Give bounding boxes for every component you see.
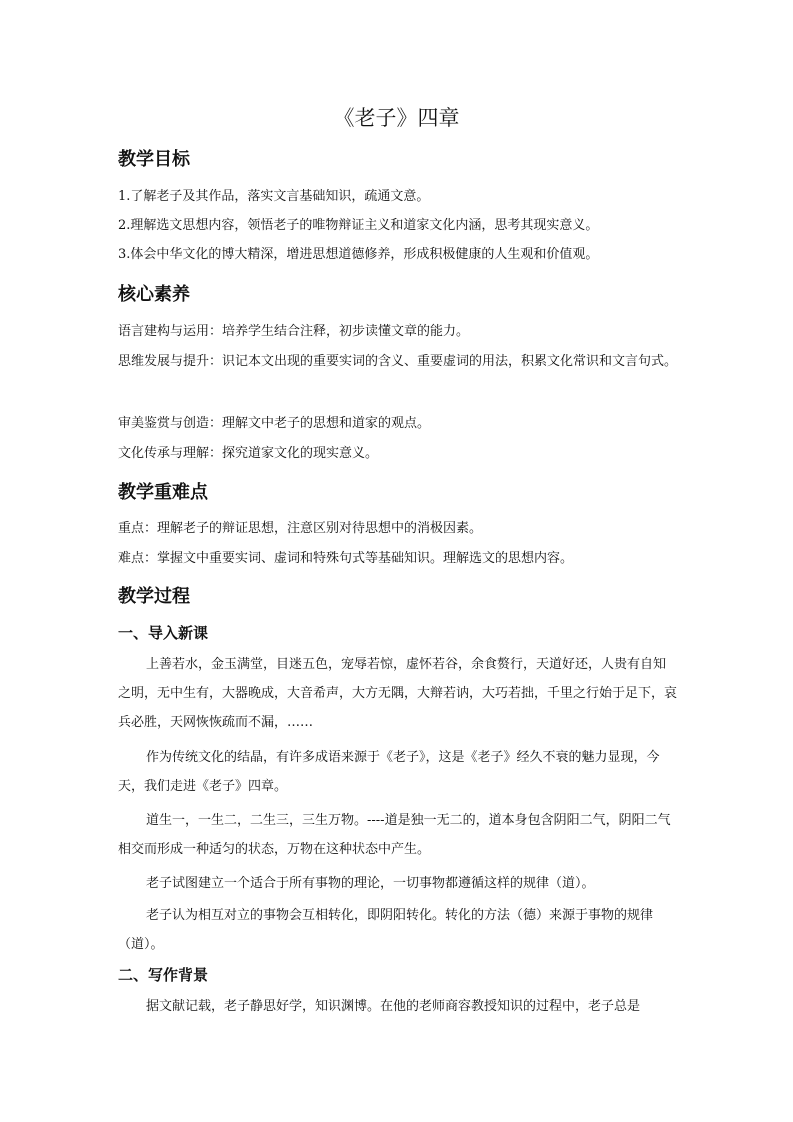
core-item-4: 文化传承与理解：探究道家文化的现实意义。 xyxy=(118,446,379,461)
intro-paragraph-2: 作为传统文化的结晶，有许多成语来源于《老子》，这是《老子》经久不衰的魅力显现，今天，我们走进《老子》四章。 xyxy=(118,750,660,794)
intro-paragraph-4: 老子试图建立一个适合于所有事物的理论，一切事物都遵循这样的规律（道）。 xyxy=(146,876,595,891)
core-item-1: 语言建构与运用：培养学生结合注释，初步读懂文章的能力。 xyxy=(118,324,470,339)
section-heading-core: 核心素养 xyxy=(118,284,190,305)
goal-item-2: 2.理解选文思想内容，领悟老子的唯物辩证主义和道家文化内涵，思考其现实意义。 xyxy=(118,218,599,233)
goal-item-3: 3.体会中华文化的博大精深，增进思想道德修养，形成积极健康的人生观和价值观。 xyxy=(118,247,599,262)
section-heading-goals: 教学目标 xyxy=(118,149,190,170)
intro-paragraph-3: 道生一，一生二，二生三，三生万物。----道是独一无二的，道本身包含阴阳二气，阴阳二气相交而形成一种适匀的状态，万物在这种状态中产生。 xyxy=(118,813,671,857)
intro-paragraph-5: 老子认为相互对立的事物会互相转化，即阴阳转化。转化的方法（德）来源于事物的规律（道）。 xyxy=(118,908,654,952)
goal-item-1: 1.了解老子及其作品，落实文言基础知识，疏通文意。 xyxy=(118,189,430,204)
document-title: 《老子》四章 xyxy=(333,106,460,130)
keypoint-item-2: 难点：掌握文中重要实词、虚词和特殊句式等基础知识。理解选文的思想内容。 xyxy=(118,551,574,566)
section-heading-keypoints: 教学重难点 xyxy=(118,482,208,503)
subsection-heading-intro: 一、导入新课 xyxy=(118,624,209,642)
core-item-3: 审美鉴赏与创造：理解文中老子的思想和道家的观点。 xyxy=(118,416,431,431)
section-heading-process: 教学过程 xyxy=(118,586,190,607)
intro-paragraph-1: 上善若水，金玉满堂，目迷五色，宠辱若惊，虚怀若谷，余食赘行，天道好还，人贵有自知之明，无中生有，大器晚成，大音希声，大方无隅，大辩若讷，大巧若拙，千里之行始于足下，哀兵必胜，天网恢恢疏而不漏，…… xyxy=(118,657,678,730)
background-paragraph-1: 据文献记载，老子静思好学，知识渊博。在他的老师商容教授知识的过程中，老子总是 xyxy=(146,999,641,1014)
core-item-2: 思维发展与提升：识记本文出现的重要实词的含义、重要虚词的用法，积累文化常识和文言句式。 xyxy=(118,354,678,369)
keypoint-item-1: 重点：理解老子的辩证思想，注意区别对待思想中的消极因素。 xyxy=(118,521,483,536)
subsection-heading-background: 二、写作背景 xyxy=(118,966,209,984)
